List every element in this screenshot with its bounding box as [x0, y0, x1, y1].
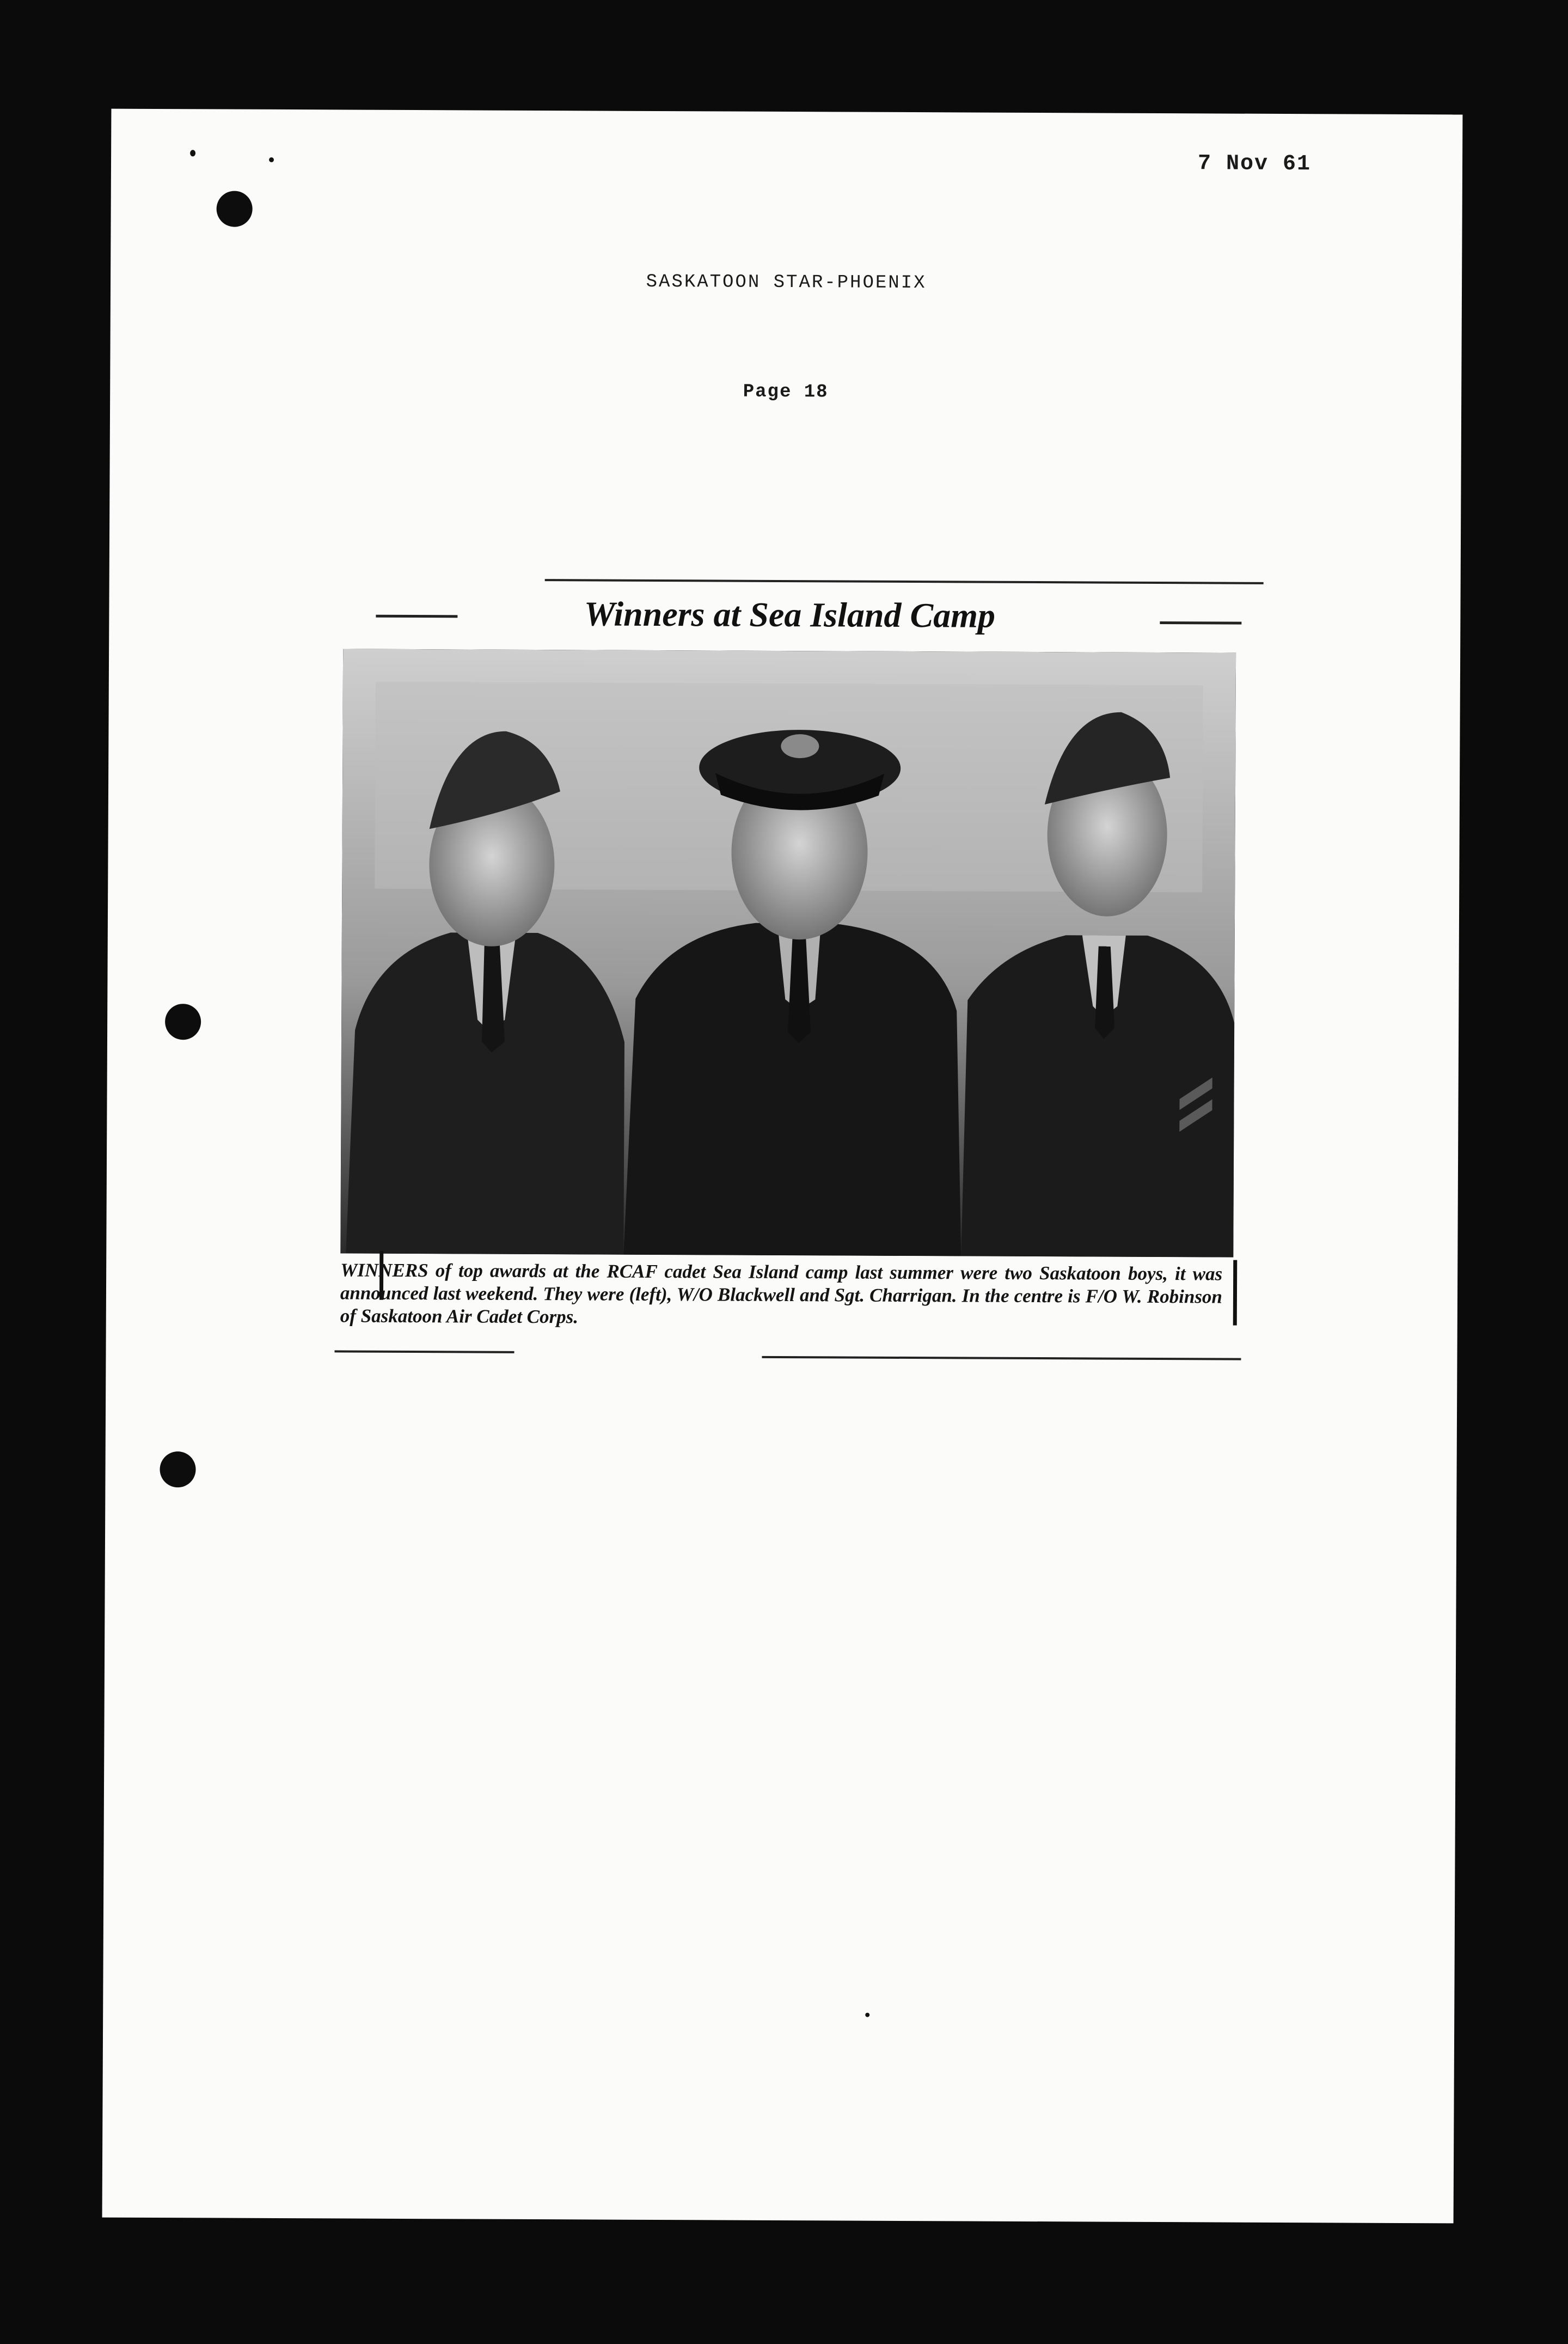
dust-speck: [865, 2013, 869, 2017]
date-stamp: 7 Nov 61: [1197, 151, 1312, 177]
photograph: [340, 649, 1236, 1257]
bottom-rule-left: [334, 1350, 514, 1353]
dust-speck: [269, 157, 274, 162]
newspaper-name: SASKATOON STAR-PHOENIX: [646, 271, 927, 294]
binder-hole-top: [217, 191, 253, 227]
document-page: [102, 109, 1463, 2224]
binder-hole-middle: [165, 1004, 201, 1040]
photo-cadets-and-officer: [340, 649, 1236, 1257]
dust-speck: [190, 150, 195, 156]
headline: Winners at Sea Island Camp: [584, 594, 996, 635]
page-number: Page 18: [743, 381, 829, 403]
bottom-rule-right: [762, 1356, 1241, 1360]
binder-hole-bottom: [160, 1451, 195, 1487]
newspaper-clipping: [340, 591, 1258, 1374]
caption-body: of top awards at the RCAF cadet Sea Island camp last summer were two Saskatoon boys, it was announced last weekend. They were (left), W/O Blackwell and Sgt. Charrigan. In the centre is F/O W. Robinson of Saskatoon Air Cadet Corps.: [340, 1260, 1223, 1328]
caption-mark-right: [1233, 1260, 1238, 1326]
caption-lead: WINNERS: [340, 1259, 428, 1281]
top-rule: [545, 579, 1264, 584]
photo-caption: [340, 1259, 1223, 1331]
